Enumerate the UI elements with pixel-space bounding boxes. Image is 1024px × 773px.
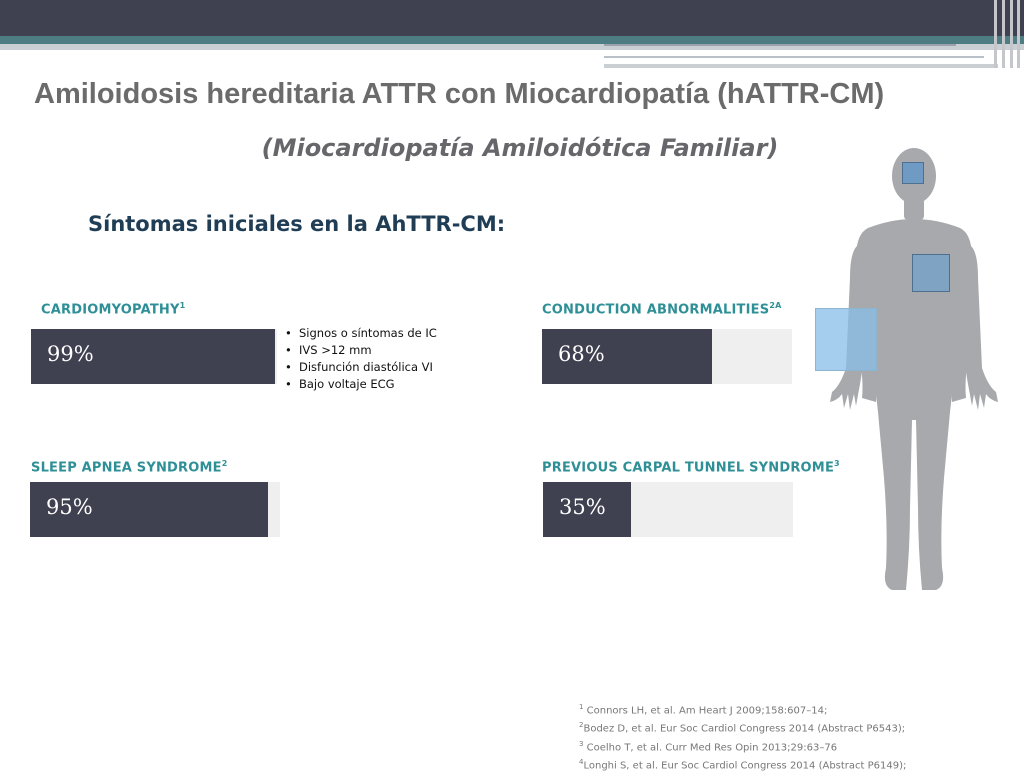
- reference-item: [579, 700, 1019, 718]
- head-marker: [902, 162, 924, 184]
- symptom-ref: 3: [834, 459, 840, 468]
- bullet-item: • IVS >12 mm: [282, 342, 437, 359]
- symptom-label-text: CARDIOMYOPATHY: [41, 302, 180, 318]
- symptom-ref: 2: [221, 459, 228, 468]
- symptom-percent: 35%: [559, 495, 606, 519]
- symptom-bar-sleep-apnea: [30, 482, 280, 537]
- header-accent-line: [604, 56, 984, 58]
- symptom-bar-conduction: [542, 329, 792, 384]
- cardiomyopathy-bullet-list: [282, 325, 437, 393]
- symptom-label-sleep-apnea: [31, 459, 228, 475]
- header-vertical-stripe: [1017, 0, 1020, 68]
- header-vertical-stripe: [1010, 0, 1013, 68]
- reference-text: Connors LH, et al. Am Heart J 2009;158:607–14;: [583, 705, 828, 717]
- symptom-percent: 99%: [47, 342, 94, 366]
- header-band-teal: [0, 36, 1024, 44]
- reference-text: Bodez D, et al. Eur Soc Cardiol Congress 2014 (Abstract P6543);: [583, 723, 906, 735]
- bullet-item: • Signos o síntomas de IC: [282, 325, 437, 342]
- reference-text: Longhi S, et al. Eur Soc Cardiol Congress 2014 (Abstract P6149);: [583, 760, 907, 772]
- bullet-item: • Disfunción diastólica VI: [282, 359, 437, 376]
- symptom-label-cardiomyopathy: [41, 301, 185, 317]
- reference-sup: 1: [579, 703, 584, 711]
- symptom-label-text: PREVIOUS CARPAL TUNNEL SYNDROME: [542, 460, 835, 476]
- symptom-ref: 1: [179, 301, 186, 310]
- page-subtitle: (Miocardiopatía Amiloidótica Familiar): [261, 134, 779, 162]
- reference-sup: 2: [579, 721, 584, 730]
- symptom-label-conduction: [542, 301, 781, 317]
- human-body-icon: [820, 148, 1006, 596]
- heart-marker: [912, 254, 950, 292]
- symptom-bar-carpal-tunnel: [543, 482, 793, 537]
- section-heading: Síntomas iniciales en la AhTTR-CM:: [88, 212, 506, 236]
- header-accent-line: [604, 64, 998, 68]
- symptom-ref: 2A: [769, 301, 782, 310]
- reference-item: [579, 755, 1019, 773]
- symptom-label-carpal-tunnel: [542, 459, 840, 475]
- page-title: Amiloidosis hereditaria ATTR con Miocardiopatía (hATTR-CM): [34, 78, 885, 110]
- symptom-bar-cardiomyopathy: [31, 329, 277, 384]
- symptom-percent: 68%: [558, 342, 605, 366]
- symptom-percent: 95%: [46, 495, 93, 519]
- bullet-item: • Bajo voltaje ECG: [282, 376, 437, 393]
- reference-sup: 3: [579, 739, 584, 748]
- header-vertical-stripe: [994, 0, 997, 68]
- reference-text: Coelho T, et al. Curr Med Res Opin 2013;29:63–76: [583, 741, 838, 753]
- references: [579, 700, 1019, 773]
- header-vertical-stripe: [1002, 0, 1005, 68]
- symptom-label-text: SLEEP APNEA SYNDROME: [31, 460, 222, 476]
- header-accent-line: [604, 44, 956, 46]
- header-band-dark: [0, 0, 1024, 36]
- reference-item: [579, 737, 1019, 755]
- human-body-svg: [820, 148, 1006, 596]
- wrist-marker: [815, 308, 877, 371]
- reference-item: [579, 718, 1019, 736]
- symptom-label-text: CONDUCTION ABNORMALITIES: [542, 302, 770, 318]
- reference-sup: 4: [579, 757, 584, 766]
